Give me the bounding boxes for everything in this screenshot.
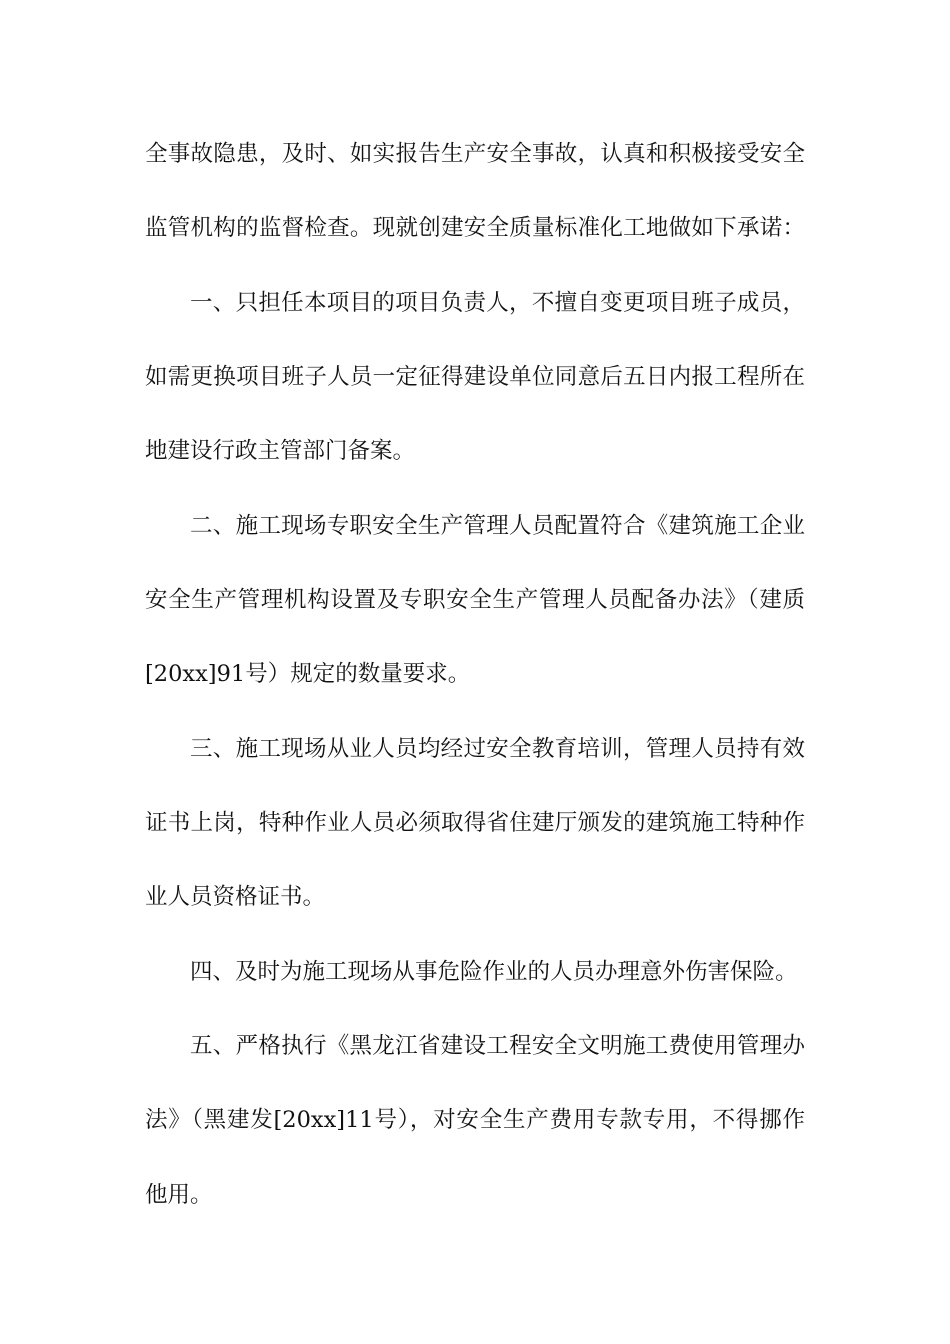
paragraph-1-start: 一、只担任本项目的项目负责人，不擅自变更项目班子成员，: [190, 290, 805, 316]
text-line: 业人员资格证书。: [145, 884, 326, 910]
paragraph-3-start: 三、施工现场从业人员均经过安全教育培训，管理人员持有效: [190, 736, 805, 762]
paragraph-2-start: 二、施工现场专职安全生产管理人员配置符合《建筑施工企业: [190, 513, 805, 539]
text-line: [20xx]91号）规定的数量要求。: [145, 661, 471, 687]
paragraph-4: 四、及时为施工现场从事危险作业的人员办理意外伤害保险。: [190, 959, 798, 985]
paragraph-5-start: 五、严格执行《黑龙江省建设工程安全文明施工费使用管理办: [190, 1033, 805, 1059]
text-line: 全事故隐患，及时、如实报告生产安全事故，认真和积极接受安全: [145, 141, 805, 167]
text-line: 法》（黑建发[20xx]11号），对安全生产费用专款专用，不得挪作: [145, 1107, 805, 1133]
text-line: 监管机构的监督检查。现就创建安全质量标准化工地做如下承诺：: [145, 215, 805, 241]
text-line: 地建设行政主管部门备案。: [145, 438, 416, 464]
text-line: 安全生产管理机构设置及专职安全生产管理人员配备办法》（建质: [145, 587, 805, 613]
text-line: 证书上岗，特种作业人员必须取得省住建厅颁发的建筑施工特种作: [145, 810, 805, 836]
text-line: 如需更换项目班子人员一定征得建设单位同意后五日内报工程所在: [145, 364, 805, 390]
text-line: 他用。: [145, 1182, 213, 1208]
